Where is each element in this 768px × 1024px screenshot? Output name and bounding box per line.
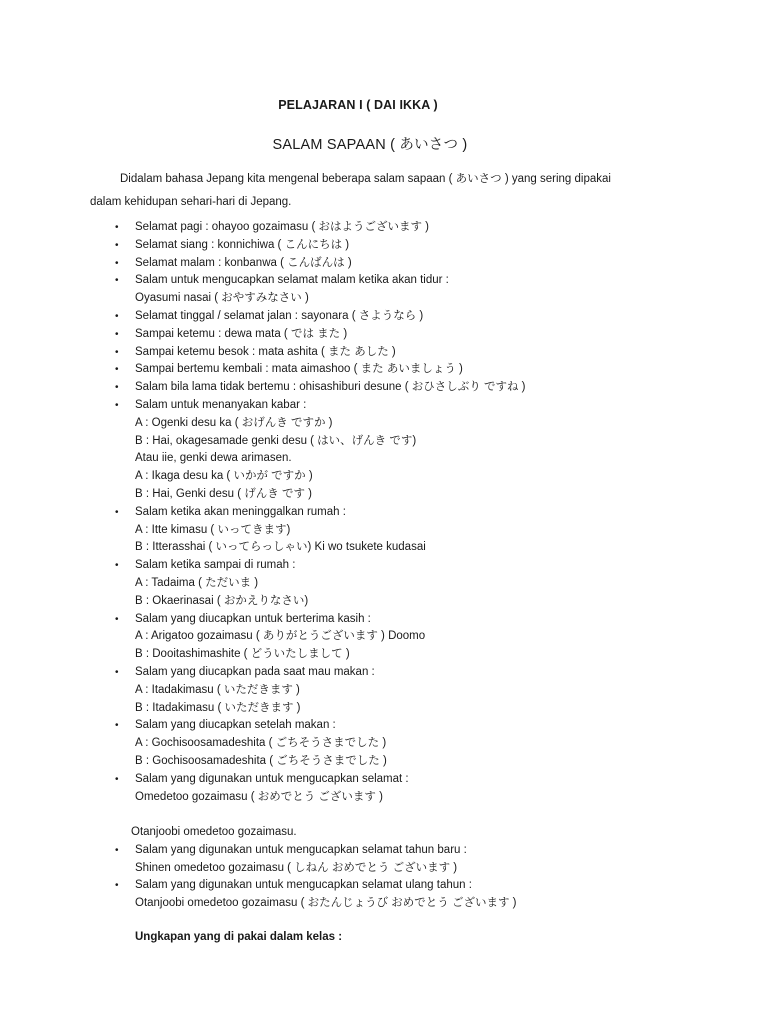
list-item-continuation	[0, 789, 768, 807]
list-item-text: Salam untuk menanyakan kabar :	[135, 398, 307, 411]
list-item	[0, 219, 768, 237]
bullet-icon: •	[115, 399, 119, 411]
list-item-text: A : Itadakimasu ( いただきます )	[135, 683, 300, 696]
list-item-continuation	[0, 468, 768, 486]
list-item-continuation	[0, 522, 768, 540]
list-item	[0, 255, 768, 273]
list-item-text: B : Dooitashimashite ( どういたしまして )	[135, 648, 350, 661]
list-item-text: Omedetoo gozaimasu ( おめでとう ございます )	[135, 790, 383, 803]
list-item-text: Salam yang digunakan untuk mengucapkan selamat :	[135, 772, 409, 785]
intro-paragraph	[90, 168, 690, 214]
bullet-icon: •	[115, 880, 119, 892]
lesson-title: PELAJARAN I ( DAI IKKA )	[278, 98, 438, 112]
list-item-continuation	[0, 860, 768, 878]
list-item-text: B : Hai, okagesamade genki desu ( はい、げんき です)	[135, 434, 417, 447]
intro-line-2: dalam kehidupan sehari-hari di Jepang.	[90, 196, 292, 208]
blank-line	[0, 806, 768, 824]
lesson-subtitle: SALAM SAPAAN ( あいさつ )	[272, 137, 468, 153]
list-item-continuation	[0, 646, 768, 664]
list-item	[0, 308, 768, 326]
list-item-text: B : Hai, Genki desu ( げんき です )	[135, 487, 313, 500]
list-item	[0, 504, 768, 522]
list-item-text: Sampai bertemu kembali : mata aimashoo ( また あいましょう )	[135, 363, 463, 376]
bullet-icon: •	[115, 560, 119, 572]
list-item-text: A : Itte kimasu ( いってきます)	[135, 523, 291, 536]
list-item-text: Otanjoobi omedetoo gozaimasu ( おたんじょうび おめでとう ございます )	[135, 897, 517, 910]
list-item-text: B : Gochisoosamadeshita ( ごちそうさまでした )	[135, 754, 387, 767]
bullet-icon: •	[115, 613, 119, 625]
bullet-icon: •	[115, 666, 119, 678]
list-item-text: Salam yang diucapkan setelah makan :	[135, 719, 336, 732]
bullet-icon: •	[115, 257, 119, 269]
list-item	[0, 344, 768, 362]
list-item-text: B : Itadakimasu ( いただきます )	[135, 701, 301, 714]
bullet-icon: •	[115, 222, 119, 233]
closing-heading: Ungkapan yang di pakai dalam kelas :	[135, 931, 343, 943]
list-item	[0, 557, 768, 575]
list-item-text: B : Itterasshai ( いってらっしゃい) Ki wo tsukete kudasai	[135, 541, 426, 554]
list-item	[0, 842, 768, 860]
list-item-continuation	[0, 628, 768, 646]
bullet-icon: •	[115, 239, 119, 251]
bullet-icon: •	[115, 310, 119, 322]
list-item-continuation	[0, 735, 768, 753]
list-item-text: Salam untuk mengucapkan selamat malam ketika akan tidur :	[135, 274, 449, 287]
list-item-text: Sampai ketemu besok : mata ashita ( また あした )	[135, 345, 396, 358]
bullet-icon: •	[115, 346, 119, 358]
list-item-continuation	[0, 700, 768, 718]
list-item-continuation	[0, 539, 768, 557]
bullet-icon: •	[115, 506, 119, 518]
list-item-continuation	[0, 895, 768, 913]
list-item-continuation	[0, 415, 768, 433]
list-item	[0, 361, 768, 379]
list-item-text: B : Okaerinasai ( おかえりなさい)	[135, 594, 309, 607]
list-item	[0, 717, 768, 735]
list-item	[0, 664, 768, 682]
list-item-text: Salam yang digunakan untuk mengucapkan selamat ulang tahun :	[135, 879, 472, 892]
list-item-continuation	[0, 450, 768, 468]
list-item	[0, 326, 768, 344]
list-item	[0, 237, 768, 255]
bullet-icon: •	[115, 773, 119, 785]
list-item	[0, 397, 768, 415]
list-item-text: Selamat siang : konnichiwa ( こんにちは )	[135, 238, 350, 251]
greeting-list	[0, 219, 768, 913]
list-item-text: A : Ogenki desu ka ( おげんき ですか )	[135, 416, 333, 429]
list-item-continuation	[0, 433, 768, 451]
list-item-text: Salam yang diucapkan pada saat mau makan :	[135, 665, 375, 678]
list-item	[0, 771, 768, 789]
list-item-text: A : Arigatoo gozaimasu ( ありがとうございます ) Doomo	[135, 630, 426, 643]
list-item-text: Oyasumi nasai ( おやすみなさい )	[135, 292, 309, 305]
list-item-text: Shinen omedetoo gozaimasu ( しねん おめでとう ございます )	[135, 861, 458, 874]
list-item-text: Salam ketika akan meninggalkan rumah :	[135, 505, 346, 518]
bullet-icon: •	[115, 275, 119, 287]
list-item	[0, 379, 768, 397]
list-item-continuation	[0, 593, 768, 611]
bullet-icon: •	[115, 720, 119, 732]
list-item-text: Salam yang diucapkan untuk berterima kasih :	[135, 612, 371, 625]
list-item-continuation	[0, 575, 768, 593]
list-item-continuation	[0, 290, 768, 308]
list-item-text: Sampai ketemu : dewa mata ( では また )	[135, 327, 348, 340]
bullet-icon: •	[115, 382, 119, 394]
list-item-continuation	[0, 753, 768, 771]
list-item-text: Selamat pagi : ohayoo gozaimasu ( おはようございます )	[135, 221, 429, 233]
list-item-text: A : Tadaima ( ただいま )	[135, 576, 259, 589]
bullet-icon: •	[115, 364, 119, 376]
bullet-icon: •	[115, 328, 119, 340]
list-item	[0, 877, 768, 895]
intro-line-1: Didalam bahasa Jepang kita mengenal beberapa salam sapaan ( あいさつ ) yang sering dipakai	[120, 173, 611, 185]
list-item-text: Salam yang digunakan untuk mengucapkan selamat tahun baru :	[135, 843, 467, 856]
list-item-text: Selamat tinggal / selamat jalan : sayonara ( さようなら )	[135, 309, 424, 322]
list-item-text: Salam ketika sampai di rumah :	[135, 559, 296, 572]
list-item-text: A : Gochisoosamadeshita ( ごちそうさまでした )	[135, 737, 387, 750]
otanjoobi-note-text: Otanjoobi omedetoo gozaimasu.	[131, 826, 297, 839]
list-item-text: Selamat malam : konbanwa ( こんばんは )	[135, 256, 352, 269]
list-item-continuation	[0, 486, 768, 504]
bullet-icon: •	[115, 844, 119, 856]
otanjoobi-note	[0, 824, 768, 842]
list-item-text: A : Ikaga desu ka ( いかが ですか )	[135, 470, 313, 483]
list-item	[0, 611, 768, 629]
list-item-text: Atau iie, genki dewa arimasen.	[135, 452, 292, 465]
list-item	[0, 272, 768, 290]
list-item-continuation	[0, 682, 768, 700]
list-item-text: Salam bila lama tidak bertemu : ohisashiburi desune ( おひさしぶり ですね )	[135, 381, 526, 394]
